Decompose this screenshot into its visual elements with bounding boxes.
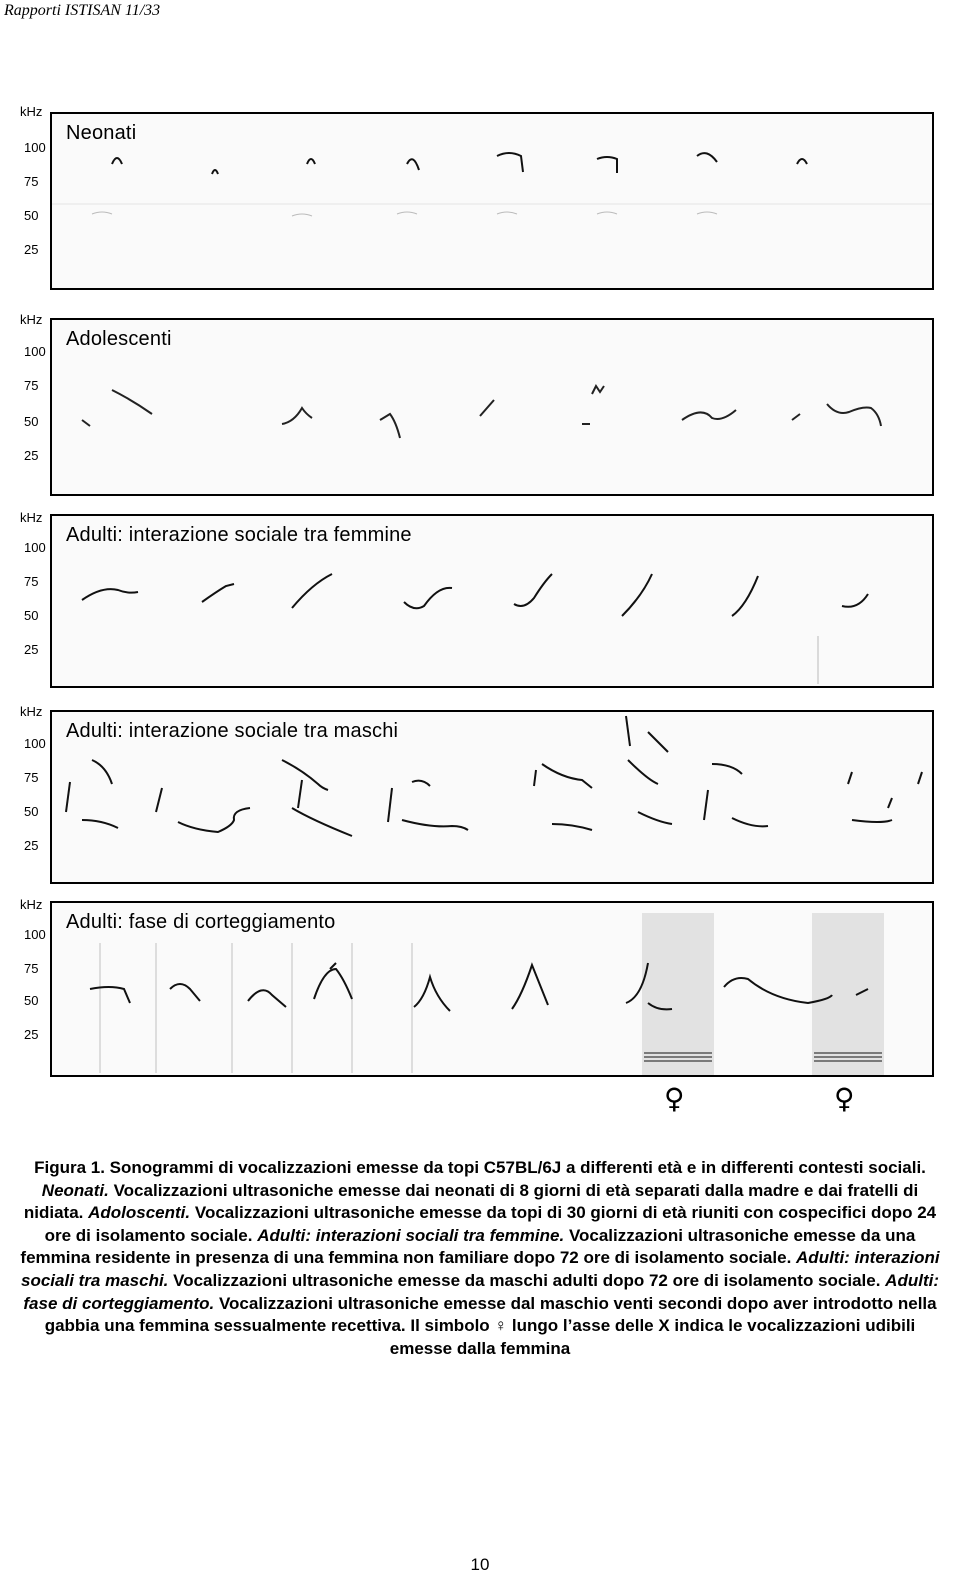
page-number: 10	[470, 1555, 490, 1574]
sonogram-panel-maschi	[50, 710, 934, 884]
sonogram-maschi-group	[0, 702, 960, 892]
female-symbol-marker: ♀	[664, 1082, 685, 1115]
tick-100: 100	[24, 344, 46, 359]
female-symbol-marker: ♀	[834, 1082, 855, 1115]
caption-term-adolescenti: Adoloscenti.	[88, 1203, 191, 1223]
tick-25: 25	[24, 838, 39, 853]
tick-75: 75	[24, 378, 39, 393]
tick-25: 25	[24, 242, 39, 257]
tick-50: 50	[24, 414, 39, 429]
sonogram-neonati-group	[0, 104, 960, 294]
sonogram-corteggiamento-group	[0, 895, 960, 1085]
axis-unit-label: kHz	[20, 704, 43, 719]
caption-intro: Figura 1. Sonogrammi di vocalizzazioni emesse da topi C57BL/6J a differenti età e in differenti contesti sociali.	[34, 1158, 926, 1177]
tick-75: 75	[24, 174, 39, 189]
caption-female-symbol: ♀	[494, 1316, 508, 1336]
female-call-markers	[0, 1082, 960, 1125]
tick-50: 50	[24, 208, 39, 223]
caption-term-femmine: Adulti: interazioni sociali tra femmine.	[257, 1225, 565, 1245]
tick-75: 75	[24, 770, 39, 785]
tick-25: 25	[24, 1027, 39, 1042]
caption-term-corteggiamento: Adulti: fase di corteggiamento.	[23, 1270, 939, 1313]
axis-unit-label: kHz	[20, 312, 43, 327]
sonogram-panel-femmine	[50, 514, 934, 688]
sonogram-femmine-group	[0, 508, 960, 698]
sonogram-panel-neonati	[50, 112, 934, 290]
panel-title-femmine: Adulti: interazione sociale tra femmine	[66, 524, 412, 546]
axis-unit-label: kHz	[20, 104, 43, 119]
tick-100: 100	[24, 540, 46, 555]
tick-75: 75	[24, 574, 39, 589]
sonogram-traces-neonati	[52, 114, 932, 288]
tick-25: 25	[24, 642, 39, 657]
caption-femmine-text: Vocalizzazioni ultrasoniche emesse da una femmina residente in presenza di una femmina non familiare dopo 72 ore di isolamento sociale.	[20, 1225, 916, 1268]
panel-title-neonati: Neonati	[66, 122, 137, 144]
axis-unit-label: kHz	[20, 897, 43, 912]
panel-title-maschi: Adulti: interazione sociale tra maschi	[66, 720, 399, 742]
caption-maschi-text: Vocalizzazioni ultrasoniche emesse da maschi adulti dopo 72 ore di isolamento sociale.	[173, 1270, 881, 1290]
caption-corteggiamento-text: Vocalizzazioni ultrasoniche emesse dal maschio venti secondi dopo aver introdotto nella gabbia una femmina sessualmente recettiva. Il simbolo	[44, 1293, 937, 1336]
sonogram-panel-adolescenti	[50, 318, 934, 496]
sonogram-panel-corteggiamento	[50, 901, 934, 1077]
sonogram-traces-adolescenti	[52, 320, 932, 494]
panel-title-corteggiamento: Adulti: fase di corteggiamento	[66, 911, 336, 933]
panel-title-adolescenti: Adolescenti	[66, 328, 172, 350]
sonogram-adolescenti-group	[0, 310, 960, 500]
tick-50: 50	[24, 993, 39, 1008]
caption-term-maschi: Adulti: interazioni sociali tra maschi.	[21, 1248, 940, 1290]
caption-adolescenti-text: Vocalizzazioni ultrasoniche emesse da topi di 30 giorni di età riuniti con cospecifici dopo 24 ore di isolamento sociale.	[44, 1203, 937, 1245]
figure-caption	[14, 1157, 946, 1360]
caption-term-neonati: Neonati.	[41, 1180, 109, 1200]
running-header: Rapporti ISTISAN 11/33	[4, 2, 161, 19]
axis-unit-label: kHz	[20, 510, 43, 525]
tick-50: 50	[24, 608, 39, 623]
tick-100: 100	[24, 736, 46, 751]
tick-50: 50	[24, 804, 39, 819]
tick-75: 75	[24, 961, 39, 976]
caption-neonati-text: Vocalizzazioni ultrasoniche emesse dai neonati di 8 giorni di età separati dalla madre e dai fratelli di nidiata.	[23, 1180, 919, 1223]
tick-100: 100	[24, 140, 46, 155]
caption-closing-text: lungo l’asse delle X indica le vocalizzazioni udibili emesse dalla femmina	[389, 1316, 916, 1358]
tick-25: 25	[24, 448, 39, 463]
tick-100: 100	[24, 927, 46, 942]
